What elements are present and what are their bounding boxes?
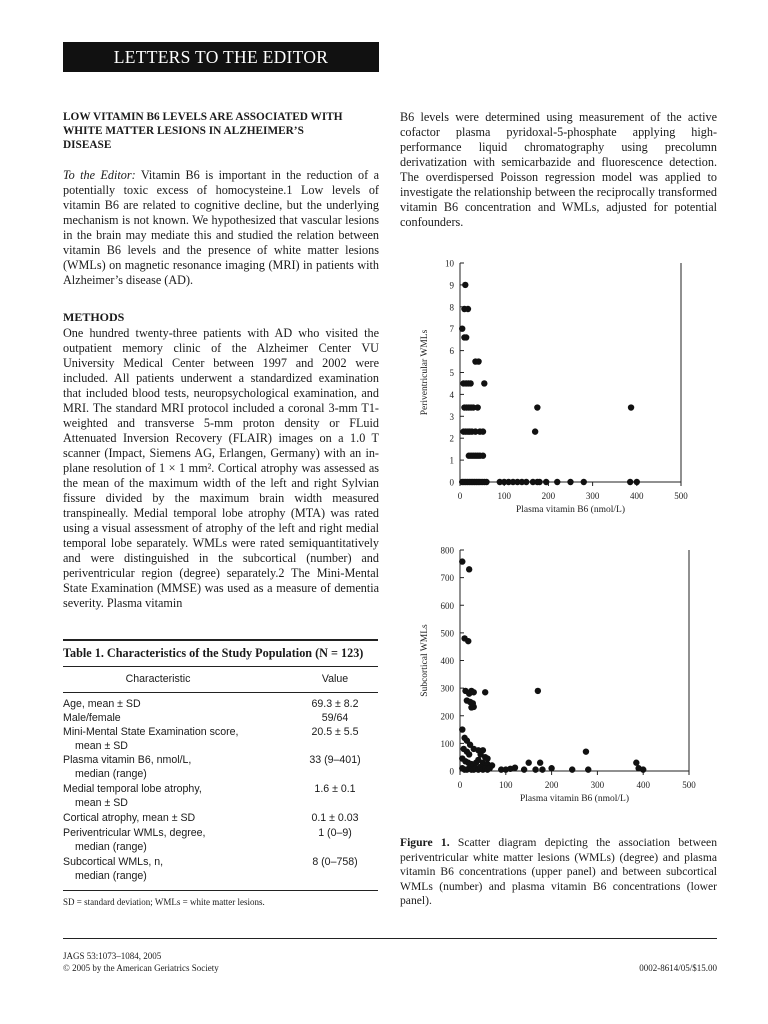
data-point: [459, 326, 465, 332]
data-point: [634, 479, 640, 485]
data-point: [567, 479, 573, 485]
x-tick-label: 400: [636, 780, 650, 790]
data-point: [536, 479, 542, 485]
data-point: [537, 760, 543, 766]
data-point: [543, 479, 549, 485]
x-tick-label: 500: [682, 780, 696, 790]
right-column-paragraph: B6 levels were determined using measurement of the active cofactor plasma pyridoxal-5-phosphate applying high-performance liquid chromatography using precolumn derivatization with semicarbazide and fluorescence detection. The overdispersed Poisson regression model was applied to investigate the relationship between the reciprocally transformed vitamin B6 concentration and WMLs, adjusted for potential confounders.: [400, 110, 717, 229]
x-tick-label: 0: [457, 780, 463, 790]
data-point: [480, 428, 486, 434]
x-tick-label: 300: [585, 491, 600, 501]
methods-heading: METHODS: [63, 310, 125, 324]
data-point: [627, 479, 633, 485]
issn: 0002-8614/05/$15.00: [639, 963, 717, 973]
y-tick-label: 400: [440, 656, 454, 666]
y-tick-label: 700: [440, 573, 454, 584]
x-tick-label: 200: [541, 491, 556, 501]
x-tick-label: 300: [590, 780, 605, 790]
journal-citation: JAGS 53:1073–1084, 2005: [63, 951, 162, 961]
data-point: [512, 764, 518, 770]
data-point: [628, 404, 634, 410]
intro-paragraph: [63, 168, 379, 288]
y-tick-label: 100: [440, 738, 454, 749]
chart-periventricular: [400, 255, 700, 535]
y-tick-label: 800: [440, 545, 454, 556]
data-point: [483, 479, 489, 485]
row-value: 33 (9–401): [309, 754, 361, 766]
row-value: 69.3 ± 8.2: [311, 698, 359, 710]
y-tick-label: 5: [449, 368, 454, 378]
row-label-cont: median (range): [75, 841, 147, 853]
data-point: [583, 748, 589, 754]
methods-paragraph: One hundred twenty-three patients with AD who visited the outpatient memory clinic of the Alzheimer Center VU University Medical Center between 1997 and 2002 were included. All patients underwent a standardized examination that included blood tests, neuropsychological examination, and MRI. The standard MRI protocol included a coronal 3-mm T1-weighted and transverse 5-mm proton density or FLuid Attenuated Inversion Recovery (FLAIR) images on a 1.0 T scanner (Impact, Siemens AG, Erlangen, Germany) with an in-plane resolution of 1 × 1 mm². Cortical atrophy was assessed as the mean of the maximum width of the left and right Sylvian fissure divided by the maximum brain width measured transpineally. Medial temporal lobe atrophy (MTA) was rated using a visual assessment of atrophy of the left and right medial temporal lobe separately. WMLs were rated semiquantitatively and were distinguished in the subcortical (number) and periventricular region (degree) separately.2 The Mini-Mental State Examination (MMSE) was used as a measure of dementia severity. Plasma vitamin: [63, 326, 379, 610]
y-tick-label: 1: [449, 455, 454, 466]
intro-text: Vitamin B6 is important in the reduction of a potentially toxic excess of homocysteine.1 Low levels of vitamin B6 are related to cognitive decline, but the underlying mechanism is not known. We hypothesized that vascular lesions in the brain may mediate this and studied the relation between vitamin B6 levels and the presence of white matter lesions (WMLs) on magnetic resonance imaging (MRI) in patients with Alzheimer’s disease (AD).: [63, 168, 379, 287]
data-point: [466, 566, 472, 572]
data-point: [548, 765, 554, 771]
y-tick-label: 200: [440, 711, 454, 722]
row-value: 8 (0–758): [312, 856, 358, 868]
y-tick-label: 0: [449, 477, 454, 488]
data-point: [532, 766, 538, 772]
table-top-rule: [63, 639, 378, 641]
x-tick-label: 500: [674, 491, 688, 501]
data-point: [480, 453, 486, 459]
data-point: [554, 479, 560, 485]
data-point: [481, 380, 487, 386]
col-characteristic: Characteristic: [125, 673, 191, 685]
y-tick-label: 3: [449, 411, 454, 422]
table-title-rule: [63, 666, 378, 667]
y-tick-label: 300: [440, 683, 454, 694]
table-bottom-rule: [63, 890, 378, 891]
x-tick-label: 200: [544, 780, 559, 790]
chart-subcortical: [400, 540, 700, 830]
footer-rule: [63, 938, 717, 939]
data-point: [474, 404, 480, 410]
y-tick-label: 500: [440, 628, 454, 639]
table-header-rule: [63, 692, 378, 693]
y-tick-label: 600: [440, 600, 454, 611]
row-value: 20.5 ± 5.5: [311, 726, 359, 738]
data-point: [482, 689, 488, 695]
row-value: 0.1 ± 0.03: [311, 812, 359, 824]
row-label-cont: mean ± SD: [75, 797, 128, 809]
section-banner: [63, 42, 379, 72]
row-value: 59/64: [321, 712, 349, 724]
banner-text: LETTERS TO THE EDITOR: [113, 46, 329, 67]
y-tick-label: 0: [449, 766, 454, 777]
y-tick-label: 7: [449, 324, 454, 335]
y-tick-label: 9: [449, 280, 454, 291]
data-point: [633, 760, 639, 766]
data-point: [539, 766, 545, 772]
row-label: Periventricular WMLs, degree,: [63, 827, 206, 839]
data-point: [462, 282, 468, 288]
salutation: To the Editor:: [63, 168, 136, 182]
row-label: Plasma vitamin B6, nmol/L,: [63, 754, 192, 766]
y-tick-label: 6: [449, 346, 454, 357]
footer-left: [63, 951, 219, 974]
data-point: [535, 688, 541, 694]
data-point: [534, 404, 540, 410]
row-value: 1 (0–9): [318, 827, 352, 839]
data-point: [581, 479, 587, 485]
table-title: Table 1. Characteristics of the Study Population (N = 123): [63, 646, 364, 660]
table-note: SD = standard deviation; WMLs = white matter lesions.: [63, 897, 265, 907]
row-label-cont: median (range): [75, 870, 147, 882]
row-label-cont: mean ± SD: [75, 740, 128, 752]
data-point: [471, 704, 477, 710]
data-point: [523, 479, 529, 485]
row-label: Subcortical WMLs, n,: [63, 856, 164, 868]
data-point: [466, 751, 472, 757]
data-point: [521, 766, 527, 772]
data-point: [465, 638, 471, 644]
y-tick-label: 2: [449, 433, 454, 444]
figure-caption: [400, 836, 717, 909]
x-tick-label: 100: [499, 780, 513, 790]
data-point: [475, 358, 481, 364]
x-tick-label: 100: [497, 491, 511, 501]
x-axis-label: Plasma vitamin B6 (nmol/L): [516, 505, 625, 515]
data-point: [467, 380, 473, 386]
copyright: © 2005 by the American Geriatrics Society: [63, 962, 219, 973]
row-label: Cortical atrophy, mean ± SD: [63, 812, 196, 824]
data-point: [459, 558, 465, 564]
data-point: [465, 306, 471, 312]
x-tick-label: 400: [630, 491, 644, 501]
data-point: [463, 334, 469, 340]
row-label: Mini-Mental State Examination score,: [63, 726, 239, 738]
caption-label: Figure 1.: [400, 836, 450, 849]
caption-text: Scatter diagram depicting the association between periventricular white matter lesions (WMLs) (degree) and plasma vitamin B6 concentrations (upper panel) and between subcortical WMLs (number) and plasma vitamin B6 concentrations (lower panel).: [400, 836, 717, 908]
row-value: 1.6 ± 0.1: [314, 783, 356, 795]
y-tick-label: 10: [445, 258, 454, 269]
col-value: Value: [321, 673, 349, 685]
data-point: [585, 766, 591, 772]
data-point: [640, 766, 646, 772]
y-axis-label: Subcortical WMLs: [420, 624, 430, 697]
data-point: [526, 760, 532, 766]
article-title: LOW VITAMIN B6 LEVELS ARE ASSOCIATED WITH WHITE MATTER LESIONS IN ALZHEIMER’S DISEASE: [63, 111, 343, 151]
x-tick-label: 0: [457, 491, 463, 501]
row-label: Medial temporal lobe atrophy,: [63, 783, 202, 795]
row-label: Age, mean ± SD: [63, 698, 141, 710]
y-axis-label: Periventricular WMLs: [420, 329, 430, 416]
data-point: [569, 766, 575, 772]
data-point: [459, 726, 465, 732]
y-tick-label: 4: [449, 389, 454, 400]
data-point: [532, 428, 538, 434]
data-point: [471, 689, 477, 695]
data-point: [487, 765, 493, 771]
row-label: Male/female: [63, 712, 121, 724]
row-label-cont: median (range): [75, 768, 147, 780]
x-axis-label: Plasma vitamin B6 (nmol/L): [520, 794, 629, 804]
y-tick-label: 8: [449, 302, 454, 313]
